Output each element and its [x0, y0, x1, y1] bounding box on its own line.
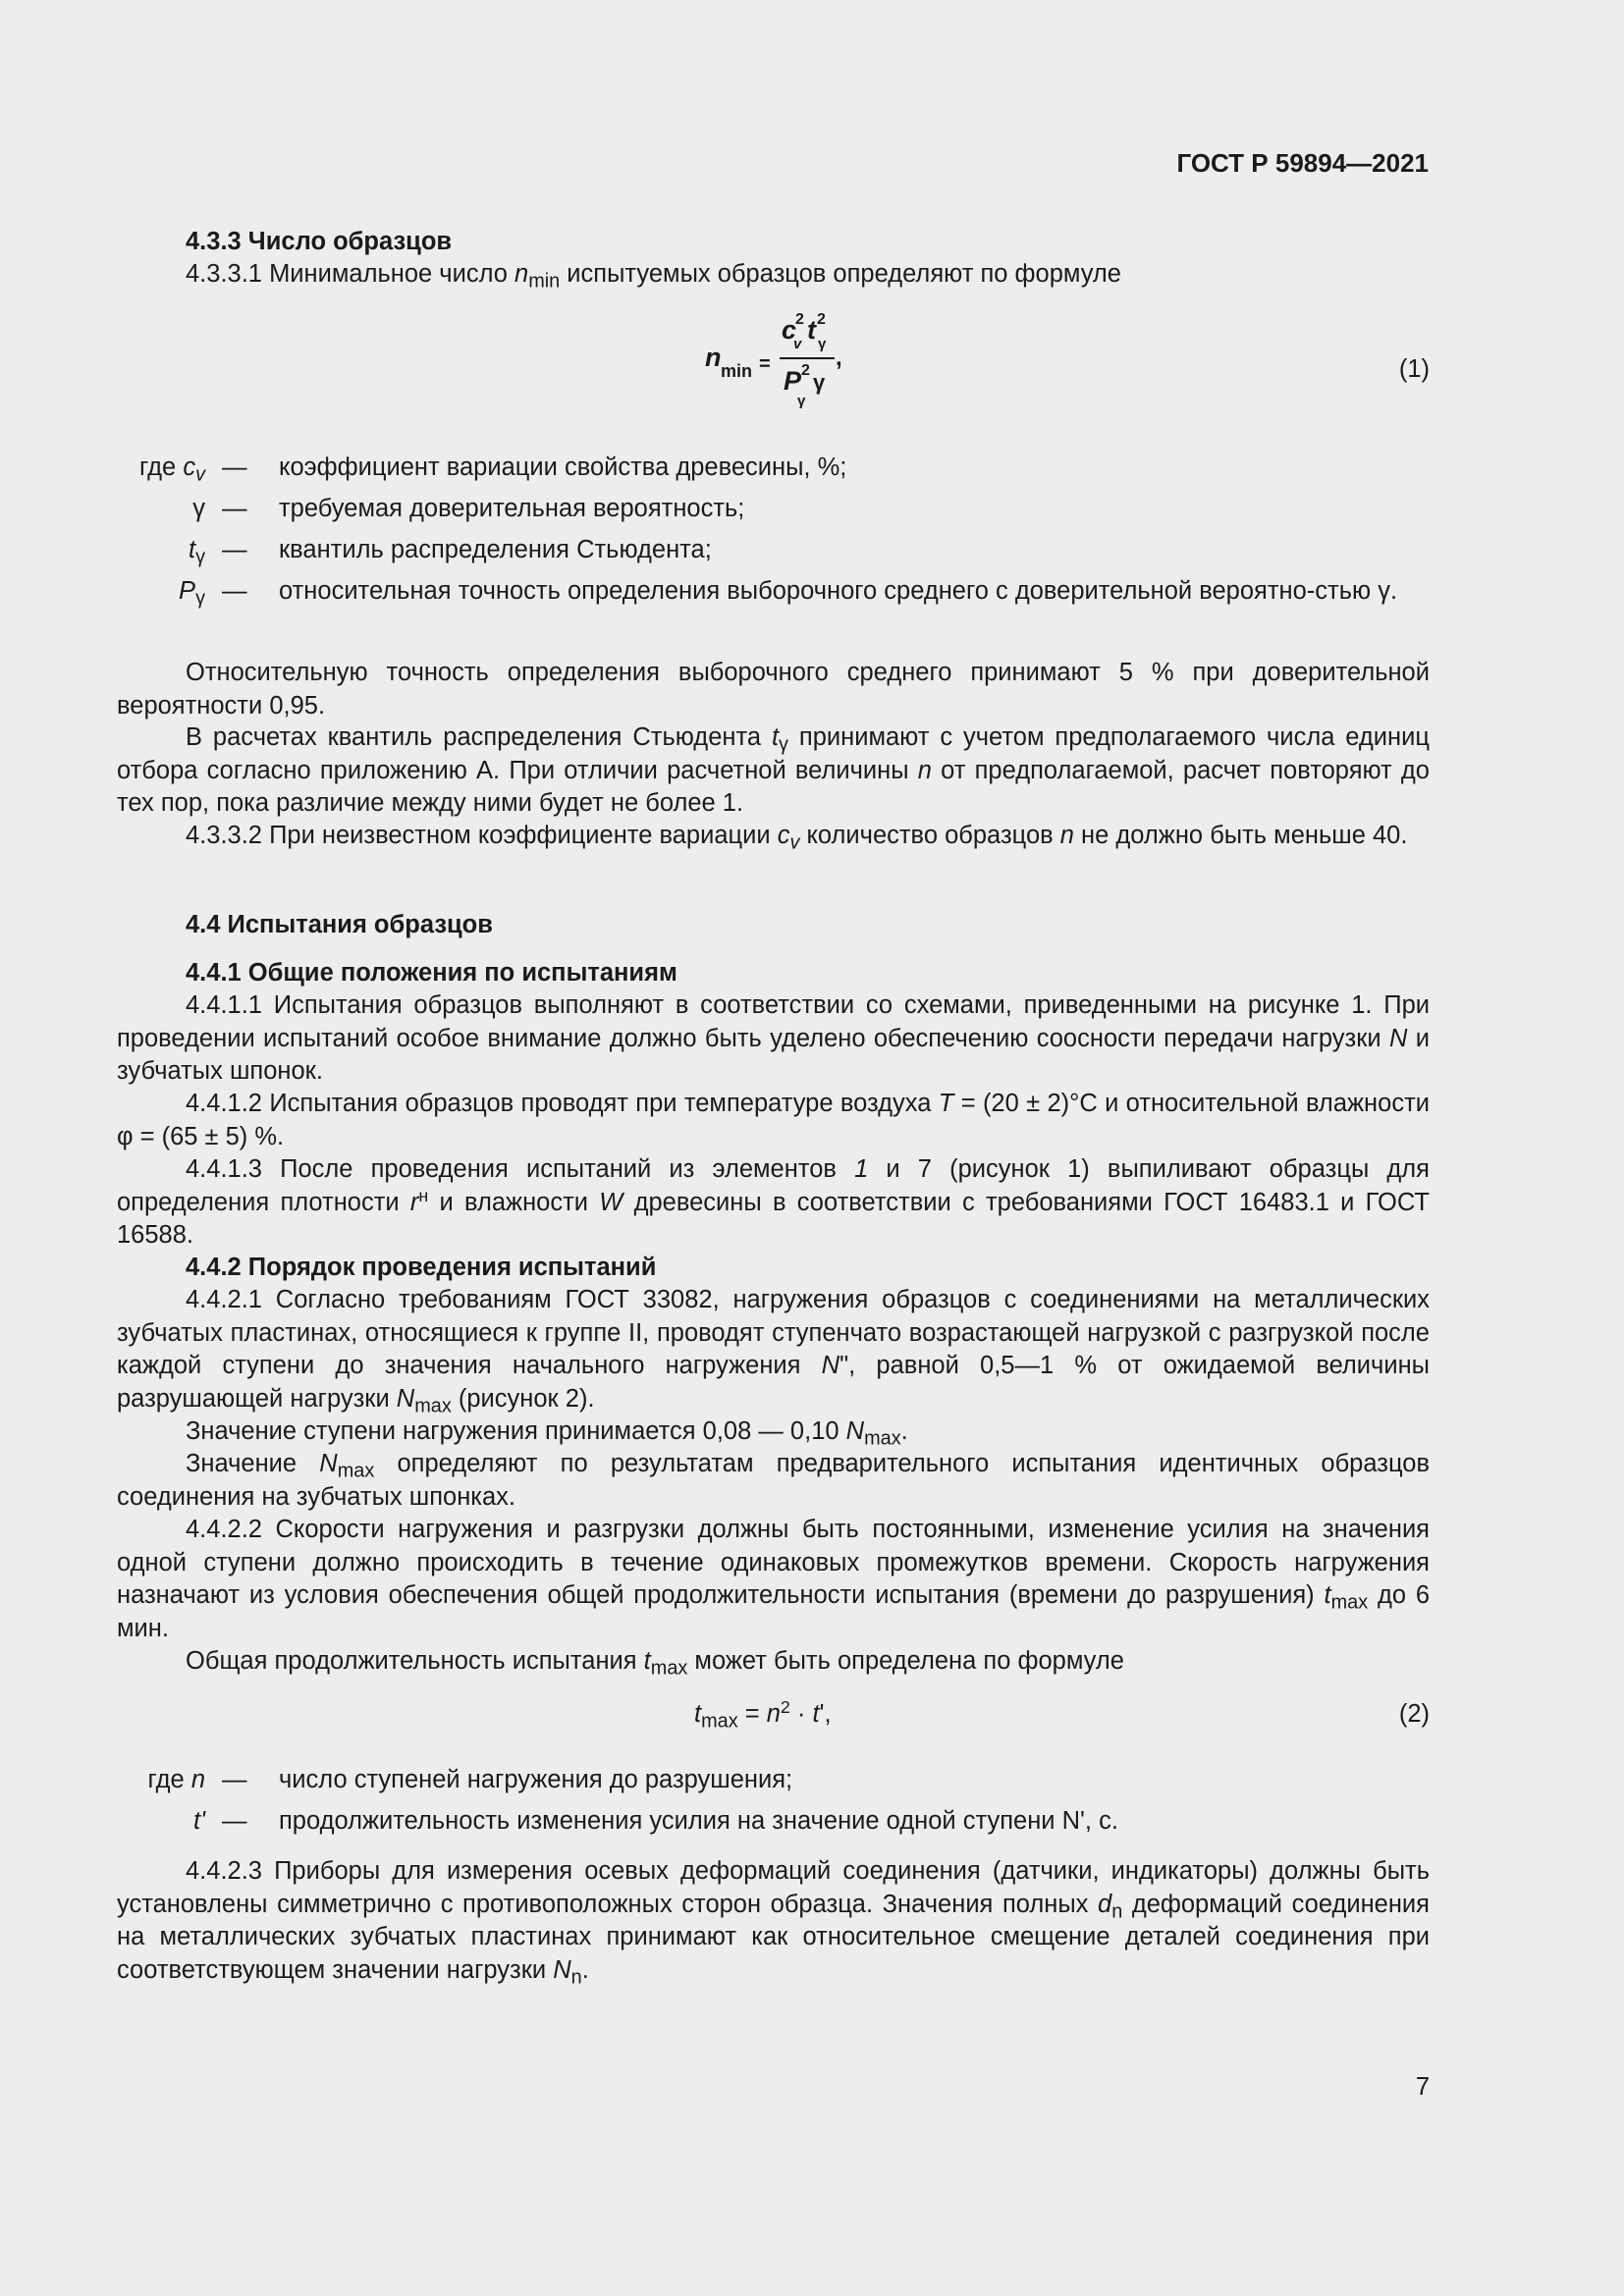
formula-1-c: c [782, 315, 797, 345]
paragraph-4-4-2-3: 4.4.2.3 Приборы для измерения осевых деформаций соединения (датчики, индикаторы) должны быть установлены симметрично с противоположных сторон образца. Значения полных $d_n$ деформаций соединения на металлических зубчатых пластинах принимают как относительное смещение деталей соединения при соответствующем значении нагрузки $N_n$. [117, 1857, 1430, 1989]
legend-symbol: γ [192, 495, 205, 522]
paragraph-4-3-3-1: 4.3.3.1 Минимальное число $n_{min}$ испытуемых образцов определяют по формуле [186, 260, 1121, 293]
formula-1-number: (1) [1398, 355, 1430, 383]
formula-1-min: min [721, 361, 753, 381]
paragraph-load-step: Значение ступени нагружения принимается 0,08 — 0,10 $N_{max}$. [186, 1417, 908, 1450]
formula-1-P-gamma: γ [797, 393, 806, 409]
legend-dash: — [222, 454, 247, 481]
paragraph-duration: Общая продолжительность испытания $t_{max}$ может быть определена по формуле [186, 1647, 1124, 1680]
formula-2-number: (2) [1398, 1700, 1430, 1728]
formula-2: $t_{max} = n^2 \cdot t'$, [694, 1697, 832, 1733]
paragraph-nmax: Значение $N_{max}$ определяют по результатам предварительного испытания идентичных образцов соединения на зубчатых шпонках. [117, 1450, 1430, 1511]
legend-symbol: $P_\gamma$ [179, 577, 205, 610]
legend-description: коэффициент вариации свойства древесины, %; [279, 454, 847, 481]
legend-row-gamma [117, 493, 1430, 526]
legend-description: квантиль распределения Стьюдента; [279, 536, 712, 563]
formula-1-comma: , [836, 345, 842, 371]
paragraph-4-3-3-2: 4.3.3.2 При неизвестном коэффициенте вариации $c_v$ количество образцов n не должно быть меньше 40. [186, 822, 1408, 854]
formula-1-P-sq: 2 [801, 362, 810, 379]
paragraph-accuracy: Относительную точность определения выборочного среднего принимают 5 % при доверительной вероятности 0,95. [117, 659, 1430, 720]
formula-1-c-v: v [793, 336, 802, 352]
legend-row-t-gamma [117, 534, 1430, 567]
legend-description: число ступеней нагружения до разрушения; [279, 1766, 793, 1793]
legend-row-n [117, 1764, 1430, 1797]
legend-symbol: где n [147, 1766, 205, 1793]
legend-dash: — [222, 495, 247, 522]
formula-1-equals: = [759, 353, 771, 375]
legend-dash: — [222, 577, 247, 605]
legend-dash: — [222, 1766, 247, 1793]
legend-symbol: где $c_v$ [139, 454, 205, 486]
section-heading-4-4-2: 4.4.2 Порядок проведения испытаний [186, 1254, 657, 1281]
paragraph-4-4-1-3: 4.4.1.3 После проведения испытаний из элементов 1 и 7 (рисунок 1) выпиливают образцы для определения плотности $r^н$ и влажности W древесины в соответствии с требованиями ГОСТ 16483.1 и ГОСТ 16588. [117, 1155, 1430, 1249]
paragraph-4-4-2-2: 4.4.2.2 Скорости нагружения и разгрузки должны быть постоянными, изменение усилия на значения одной ступени должно происходить в течение одинаковых промежутков времени. Скорость нагружения назначают из условия обеспечения общей продолжительности испытания (времени до разрушения) $t_{max}$ до 6 мин. [117, 1516, 1430, 1642]
formula-1-gamma: γ [813, 370, 826, 395]
legend-description: требуемая доверительная вероятность; [279, 495, 745, 522]
legend-description: относительная точность определения выборочного среднего с доверительной вероятно-стью γ. [279, 577, 1398, 605]
legend-dash: — [222, 536, 247, 563]
legend-row-cv [117, 452, 1430, 485]
formula-1 [705, 304, 852, 412]
section-heading-4-4: 4.4 Испытания образцов [186, 911, 493, 938]
formula-1-t-gamma: γ [818, 336, 827, 352]
legend-symbol: t' [193, 1807, 205, 1835]
legend-row-p-gamma [117, 575, 1430, 642]
page-number: 7 [1415, 2073, 1430, 2101]
section-heading-4-3-3: 4.3.3 Число образцов [186, 228, 453, 255]
formula-1-P: P [784, 366, 802, 396]
formula-1-c-sq: 2 [795, 311, 804, 328]
formula-1-graphic [705, 304, 852, 412]
legend-symbol: $t_\gamma$ [188, 536, 205, 568]
formula-1-t: t [807, 315, 816, 345]
paragraph-quantile: В расчетах квантиль распределения Стьюдента $t_\gamma$ принимают с учетом предполагаемого числа единиц отбора согласно приложению А. При отличии расчетной величины n от предполагаемой, расчет повторяют до тех пор, пока различие между ними будет не более 1. [117, 723, 1430, 817]
formula-1-n: n [705, 343, 722, 372]
legend-row-t-prime [117, 1805, 1430, 1839]
standard-header: ГОСТ Р 59894—2021 [1176, 148, 1429, 178]
formula-1-t-sq: 2 [817, 311, 826, 328]
legend-description: продолжительность изменения усилия на значение одной ступени N', с. [279, 1807, 1118, 1835]
section-heading-4-4-1: 4.4.1 Общие положения по испытаниям [186, 959, 677, 987]
paragraph-4-4-1-2: 4.4.1.2 Испытания образцов проводят при температуре воздуха T = (20 ± 2)°С и относительной влажности φ = (65 ± 5) %. [117, 1090, 1430, 1150]
paragraph-4-4-1-1: 4.4.1.1 Испытания образцов выполняют в соответствии со схемами, приведенными на рисунке 1. При проведении испытаний особое внимание должно быть уделено обеспечению соосности передачи нагрузки N и зубчатых шпонок. [117, 991, 1430, 1085]
legend-dash: — [222, 1807, 247, 1835]
paragraph-4-4-2-1: 4.4.2.1 Согласно требованиям ГОСТ 33082, нагружения образцов с соединениями на металлических зубчатых пластинах, относящиеся к группе II, проводят ступенчато возрастающей нагрузкой с разгрузкой после каждой ступени до значения начального нагружения N", равной 0,5—1 % от ожидаемой величины разрушающей нагрузки $N_{max}$ (рисунок 2). [117, 1286, 1430, 1417]
